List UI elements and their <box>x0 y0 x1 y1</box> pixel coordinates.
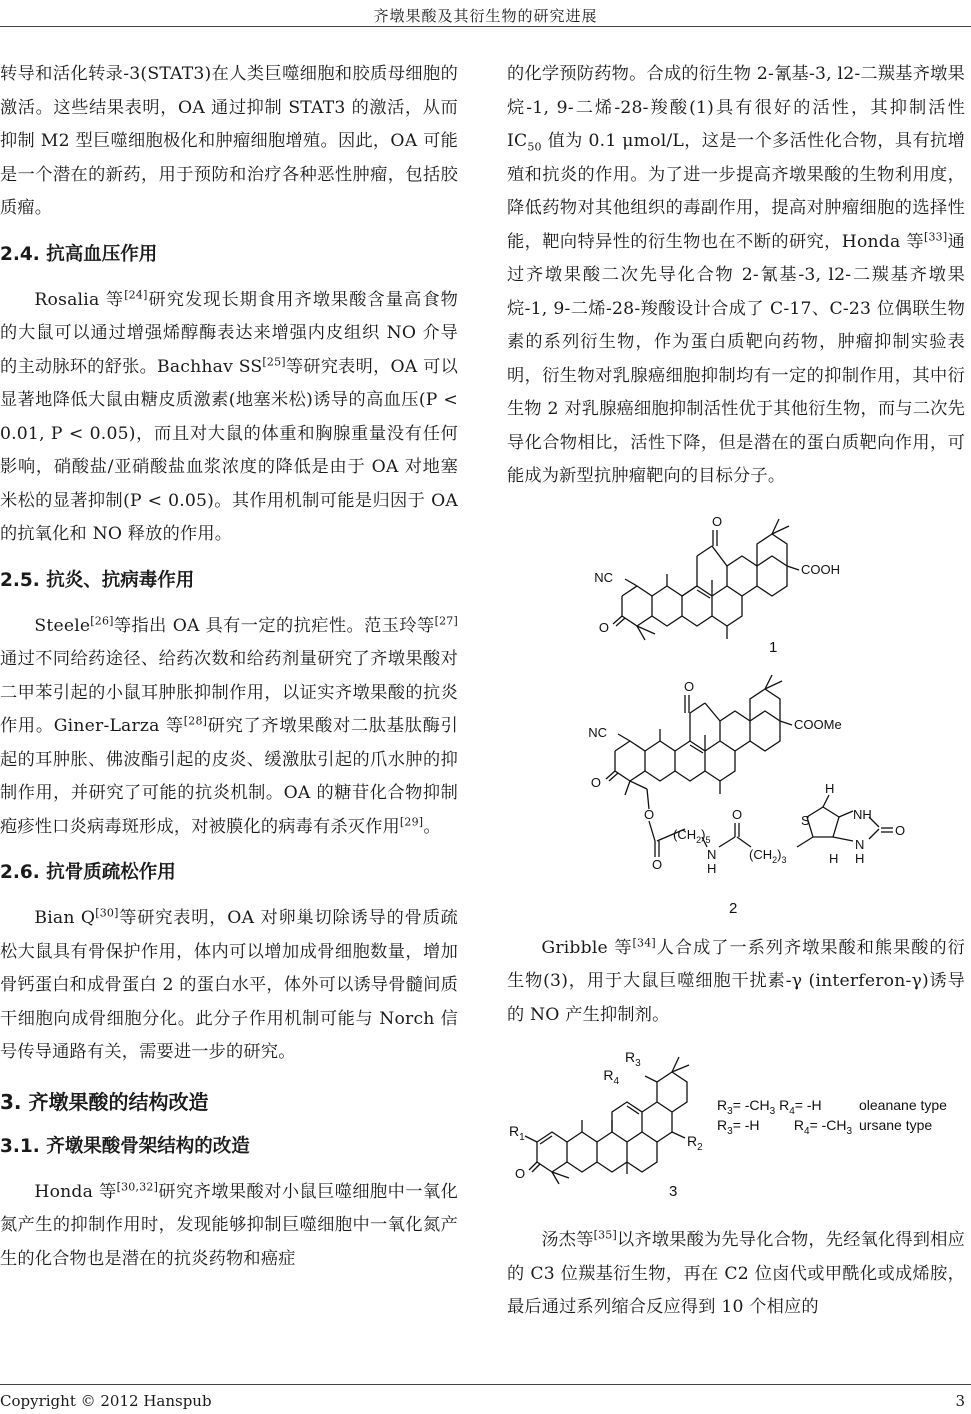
fig2-top-h: H <box>825 780 835 796</box>
running-header: 齐墩果酸及其衍生物的研究进展 <box>373 7 598 25</box>
skeleton-1 <box>613 519 799 640</box>
citation-24[interactable]: [24] <box>124 287 148 301</box>
citation-28[interactable]: [28] <box>183 714 208 728</box>
citation-30-32[interactable]: [30,32] <box>116 1179 159 1193</box>
fig1-number: 1 <box>769 638 778 656</box>
fig2-nitrile-label: NC <box>588 724 607 740</box>
paragraph-osteoporosis: Bian Q[30]等研究表明，OA 对卵巢切除诱导的骨质疏松大鼠具有骨保护作用，体内可以增加成骨细胞数量，增加骨钙蛋白和成骨蛋白 2 的蛋白水平，体外可以诱导骨髓间质干细胞向成骨细胞分化。此分子作用机制可能与 Norch 信号传导通路有关，需要进一步的研究。 <box>0 906 458 1062</box>
heading-3: 3. 齐墩果酸的结构改造 <box>0 1089 209 1114</box>
citation-29[interactable]: [29] <box>399 814 424 828</box>
fig3-ursane-row: $R_3= -H$ $R_4= -CH_3$ ursane type <box>717 1117 933 1137</box>
fig2-chain-2: $(CH_2)_3$ <box>749 846 787 865</box>
fig1-nitrile-label: NC <box>594 569 613 585</box>
fig2-amide-n: N <box>707 846 717 862</box>
fig3-r3: $R_3$ <box>625 1049 641 1069</box>
header-rule <box>0 26 971 27</box>
fig3-oleanane-row: $R_3= -CH_3$ $R_4= -H$ oleanane type <box>717 1097 947 1117</box>
page-number: 3 <box>955 1392 965 1410</box>
paragraph-gribble: Gribble 等[34]人合成了一系列齐墩果酸和熊果酸的衍生物(3)，用于大鼠巨噬细胞干扰素-γ (interferon-γ)诱导的 NO 产生抑制剂。 <box>507 935 965 1025</box>
paragraph-hypertension: Rosalia 等[24]研究发现长期食用齐墩果酸含量高食物的大鼠可以通过增强烯醇酶表达来增强内皮组织 NO 介导的主动脉环的舒张。Bachhav SS[25]等研究表明，OA 可以显著地降低大鼠由糖皮质激素(地塞米松)诱导的高血压(P < 0.01, P < 0.05)，而且对大鼠的体重和胸腺重量没有任何影响，硝酸盐/亚硝酸盐血浆浓度的降低是由于 OA 对地塞米松的显著抑制(P < 0.05)。其作用机制可能是归因于 OA 的抗氧化和 NO 释放的作用。 <box>0 287 458 544</box>
citation-33[interactable]: [33] <box>923 229 948 243</box>
fig2-ester-label: COOMe <box>794 716 842 732</box>
citation-26[interactable]: [26] <box>90 613 114 627</box>
citation-25[interactable]: [25] <box>262 354 286 368</box>
fig3-ketone-label: O <box>515 1166 526 1181</box>
heading-3-1: 3.1. 齐墩果酸骨架结构的改造 <box>0 1135 250 1157</box>
structure-figure-2 <box>507 669 965 932</box>
fig2-h-2: H <box>855 850 865 866</box>
citation-30[interactable]: [30] <box>95 906 119 920</box>
fig3-r2: $R_2$ <box>687 1133 703 1153</box>
fig1-ketone-label: O <box>598 619 609 635</box>
fig2-ketone-label: O <box>590 774 601 790</box>
fig3-r1: $R_1$ <box>509 1123 525 1143</box>
structure-figure-3 <box>507 1032 965 1224</box>
paragraph-derivatives: 的化学预防药物。合成的衍生物 2-氰基-3, l2-二羰基齐墩果烷-1, 9-二烯-28-羧酸(1)具有很好的活性，其抑制活性 $IC_{50}$ 值为 0.1 μmol/L，这是一个多活性化合物，具有抗增殖和抗炎的作用。为了进一步提高齐墩果酸的生物利用度，降低药物对其他组织的毒副作用，提高对肿瘤细胞的选择性能，靶向特异性的衍生物也在不断的研究，Honda 等[33]通过齐墩果酸二次先导化合物 2-氰基-3, l2-二羰基齐墩果烷-1, 9-二烯-28-羧酸设计合成了 C-17、C-23 位偶联生物素的系列衍生物，作为蛋白质靶向药物，肿瘤抑制实验表明，衍生物对乳腺癌细胞抑制均有一定的抑制作用，其中衍生物 2 对乳腺癌细胞抑制活性优于其他衍生物，而与二次先导化合物相比，活性下降，但是潜在的蛋白质靶向作用，可能成为新型抗肿瘤靶向的目标分子。 <box>507 64 965 486</box>
fig2-sulfur: S <box>801 812 810 828</box>
fig3-r4: $R_4$ <box>603 1067 619 1087</box>
fig2-oxo-label: O <box>683 678 695 694</box>
fig2-urea-o: O <box>895 822 906 838</box>
paragraph-stat3: 转导和活化转录-3(STAT3)在人类巨噬细胞和胶质母细胞的激活。这些结果表明，OA 通过抑制 STAT3 的激活，从而抑制 M2 型巨噬细胞极化和肿瘤细胞增殖。因此，OA 可能是一个潜在的新药，用于预防和治疗各种恶性肿瘤，包括胶质瘤。 <box>0 64 458 218</box>
citation-35[interactable]: [35] <box>593 1228 617 1242</box>
fig1-oxo-label: O <box>711 513 723 529</box>
fig2-amide-o: O <box>732 806 743 822</box>
structure-figure-1 <box>507 494 965 669</box>
paragraph-antiinflammatory: Steele[26]等指出 OA 具有一定的抗疟性。范玉玲等[27]通过不同给药途径、给药次数和给药剂量研究了齐墩果酸对二甲苯引起的小鼠耳肿胀抑制作用，以证实齐墩果酸的抗炎作用。Giner-Larza 等[28]研究了齐墩果酸对二肽基肽酶引起的耳肿胀、佛波酯引起的皮炎、缓激肽引起的爪水肿的抑制作用，并研究了可能的抗炎机制。OA 的糖苷化合物抑制疱疹性口炎病毒斑形成，对被膜化的病毒有杀灭作用[29]。 <box>0 613 458 837</box>
right-column <box>507 58 965 1325</box>
fig2-h-1: H <box>829 850 839 866</box>
footer-copyright: Copyright © 2012 Hanspub <box>0 1392 212 1410</box>
fig2-number: 2 <box>729 899 738 917</box>
heading-2-5: 2.5. 抗炎、抗病毒作用 <box>0 569 195 591</box>
fig1-acid-label: COOH <box>801 561 840 577</box>
fig2-ether-o: O <box>644 806 655 822</box>
fig2-carbonyl-o: O <box>652 856 663 872</box>
fig2-amide-h: H <box>707 860 717 876</box>
fig2-chain-1: $(CH_2)_5$ <box>673 826 711 845</box>
paragraph-tang: 汤杰等[35]以齐墩果酸为先导化合物，先经氧化得到相应的 C3 位羰基衍生物，再在 C2 位卤代或甲酰化或成烯胺，最后通过系列缩合反应得到 10 个相应的 <box>507 1228 965 1317</box>
citation-27[interactable]: [27] <box>434 613 458 627</box>
skeleton-2 <box>606 675 893 857</box>
left-column <box>0 58 458 1276</box>
citation-34[interactable]: [34] <box>632 935 656 949</box>
heading-2-6: 2.6. 抗骨质疏松作用 <box>0 862 176 883</box>
footer-rule <box>0 1384 971 1385</box>
fig3-number: 3 <box>669 1183 678 1200</box>
fig2-urea-nh: NH <box>853 806 872 822</box>
paragraph-honda: Honda 等[30,32]研究齐墩果酸对小鼠巨噬细胞中一氧化氮产生的抑制作用时，发现能够抑制巨噬细胞中一氧化氮产生的化合物也是潜在的抗炎药物和癌症 <box>0 1179 458 1269</box>
fig2-urea-n: N <box>855 836 865 852</box>
heading-2-4: 2.4. 抗高血压作用 <box>0 243 158 265</box>
